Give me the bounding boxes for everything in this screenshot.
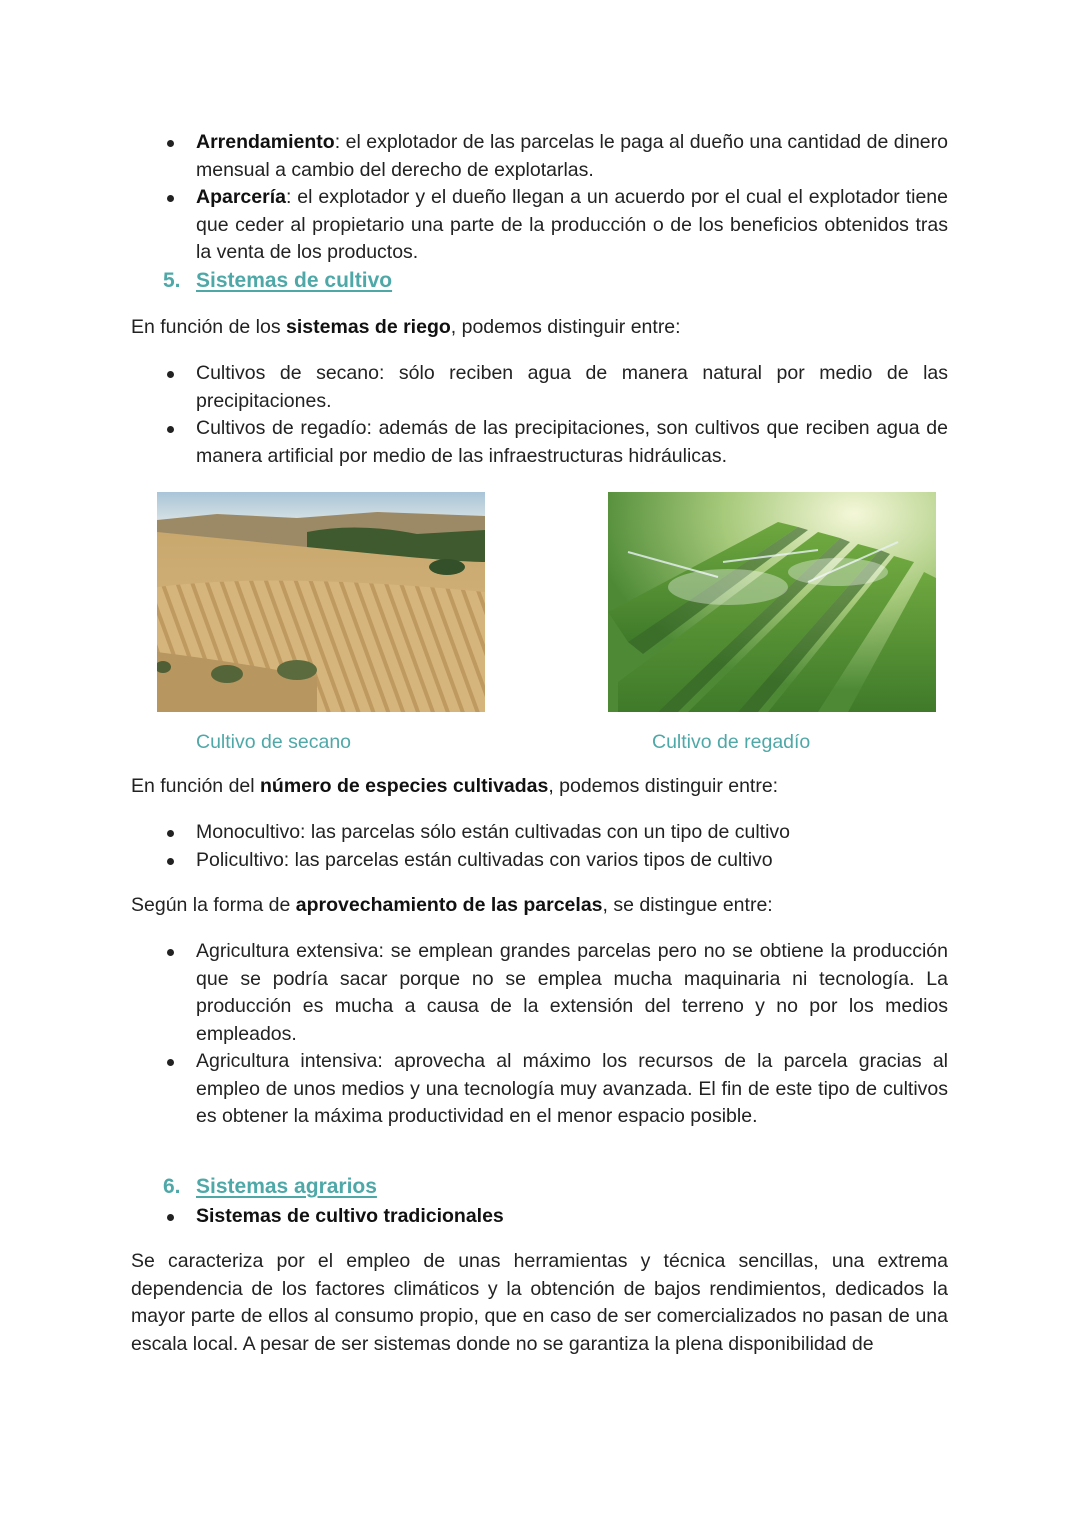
list-item: Agricultura intensiva: aprovecha al máximo los recursos de la parcela gracias al empleo de unos medios y una tecnología muy avanzada. El fin de este tipo de cultivos es obtener la máxima productividad en el menor espacio posible. — [163, 1048, 948, 1131]
bullet-icon — [167, 371, 174, 378]
paragraph-riego-intro: En función de los sistemas de riego, podemos distinguir entre: — [131, 316, 681, 338]
secano-photo — [157, 492, 485, 712]
section-title-link[interactable]: Sistemas de cultivo — [196, 269, 393, 292]
list-item: Policultivo: las parcelas están cultivadas con varios tipos de cultivo — [163, 847, 948, 875]
section-heading-6: 6. Sistemas agrarios — [163, 1175, 377, 1198]
aprovechamiento-list — [163, 938, 948, 1131]
list-item: Sistemas de cultivo tradicionales — [163, 1203, 948, 1231]
section-title-link[interactable]: Sistemas agrarios — [196, 1175, 377, 1198]
paragraph-especies-intro: En función del número de especies cultivadas, podemos distinguir entre: — [131, 775, 779, 797]
caption-regadio: Cultivo de regadío — [652, 731, 811, 753]
caption-secano: Cultivo de secano — [196, 731, 352, 753]
list-item: Arrendamiento: el explotador de las parcelas le paga al dueño una cantidad de dinero mensual a cambio del derecho de explotarlas. — [163, 129, 948, 184]
bullet-icon — [167, 1214, 174, 1221]
riego-list — [163, 360, 948, 470]
section-heading-5: 5. Sistemas de cultivo — [163, 269, 393, 292]
bullet-icon — [167, 195, 174, 202]
bullet-icon — [167, 1059, 174, 1066]
especies-list — [163, 819, 948, 874]
list-item: Aparcería: el explotador y el dueño llegan a un acuerdo por el cual el explotador tiene que ceder al propietario una parte de la producción o de los beneficios obtenidos tras la venta de los productos. — [163, 184, 948, 267]
list-item: Cultivos de regadío: además de las precipitaciones, son cultivos que reciben agua de manera artificial por medio de las infraestructuras hidráulicas. — [163, 415, 948, 470]
regadio-photo — [608, 492, 936, 712]
paragraph-traditional-systems: Se caracteriza por el empleo de unas herramientas y técnica sencillas, una extrema dependencia de los factores climáticos y la obtención de bajos rendimientos, dedicados la mayor parte de ellos al consumo propio, que en caso de ser comercializados no pasan de una escala local. A pesar de ser sistemas donde no se garantiza la plena disponibilidad de — [131, 1250, 948, 1355]
bullet-icon — [167, 426, 174, 433]
list-item: Monocultivo: las parcelas sólo están cultivadas con un tipo de cultivo — [163, 819, 948, 847]
list-item: Cultivos de secano: sólo reciben agua de manera natural por medio de las precipitaciones. — [163, 360, 948, 415]
tenure-list — [163, 129, 948, 267]
bullet-icon — [167, 830, 174, 837]
bullet-icon — [167, 140, 174, 147]
bullet-icon — [167, 858, 174, 865]
list-item: Agricultura extensiva: se emplean grandes parcelas pero no se obtiene la producción que se podría sacar porque no se emplea mucha maquinaria ni tecnología. La producción es mucha a causa de la extensión del terreno y no por los medios empleados. — [163, 938, 948, 1048]
paragraph-aprovechamiento-intro: Según la forma de aprovechamiento de las parcelas, se distingue entre: — [131, 894, 773, 916]
section6-list — [163, 1203, 948, 1231]
bullet-icon — [167, 949, 174, 956]
